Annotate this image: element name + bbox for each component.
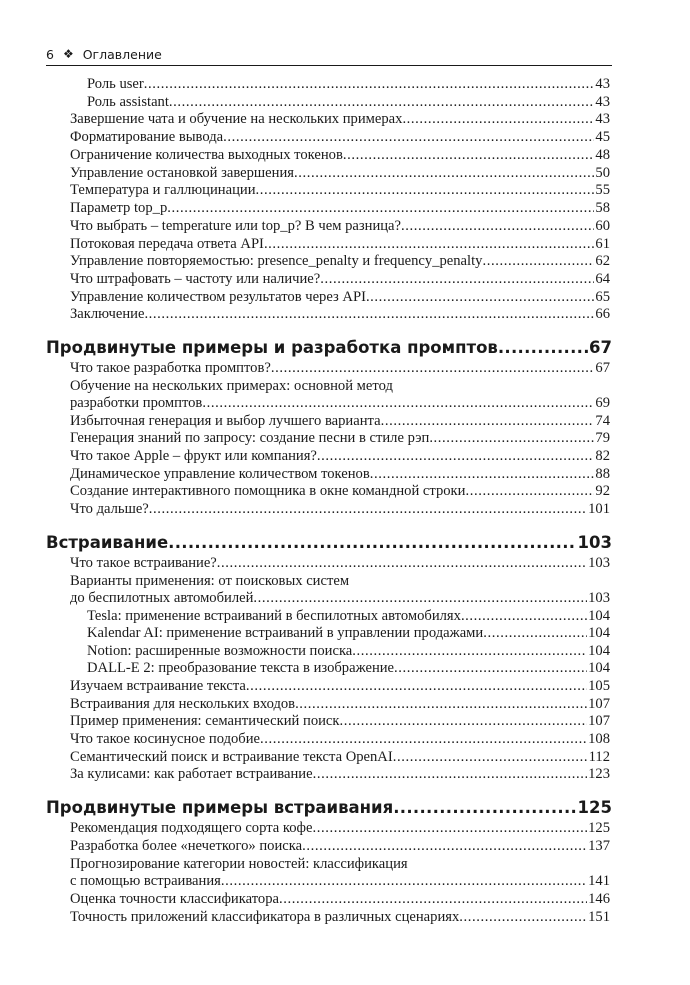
toc-section-entry[interactable] bbox=[70, 555, 610, 572]
toc-entry-title: Потоковая передача ответа API bbox=[70, 236, 264, 252]
toc-section-entry[interactable] bbox=[70, 448, 610, 465]
toc-entry-title: Управление количеством результатов через API bbox=[70, 289, 366, 305]
toc-chapter-entry[interactable] bbox=[46, 532, 612, 554]
dot-leader bbox=[394, 660, 587, 677]
toc-section-entry[interactable] bbox=[70, 218, 610, 235]
toc-section-entry[interactable] bbox=[70, 147, 610, 164]
toc-page-number: 69 bbox=[595, 395, 610, 411]
toc-entry-title: Notion: расширенные возможности поиска bbox=[87, 643, 353, 659]
toc-entry-title: Что такое разработка промптов? bbox=[70, 360, 271, 376]
toc-chapter-entry[interactable] bbox=[46, 337, 612, 359]
toc-entry-title: Встраивание bbox=[46, 533, 169, 552]
dot-leader bbox=[366, 289, 594, 306]
dot-leader bbox=[246, 678, 587, 695]
toc-page-number: 112 bbox=[588, 749, 610, 765]
toc-section-entry[interactable] bbox=[70, 838, 610, 855]
dot-leader bbox=[429, 430, 594, 447]
toc-section-entry[interactable] bbox=[70, 873, 610, 890]
toc-page-number: 43 bbox=[595, 111, 610, 127]
toc-section-entry[interactable] bbox=[87, 643, 610, 660]
toc-entry-title: Продвинутые примеры встраивания bbox=[46, 798, 394, 817]
dot-leader bbox=[168, 532, 576, 554]
toc-entry-title: Оценка точности классификатора bbox=[70, 891, 279, 907]
toc-entry-title: Встраивания для нескольких входов bbox=[70, 696, 296, 712]
toc-entry-title: DALL-E 2: преобразование текста в изображение bbox=[87, 660, 395, 676]
dot-leader bbox=[279, 891, 587, 908]
toc-entry-title: с помощью встраивания bbox=[70, 873, 221, 889]
toc-entry-title: Избыточная генерация и выбор лучшего варианта bbox=[70, 413, 381, 429]
dot-leader bbox=[465, 483, 594, 500]
toc-section-entry[interactable] bbox=[87, 608, 610, 625]
toc-entry-title-line: Варианты применения: от поисковых систем bbox=[70, 573, 350, 589]
toc-section-entry[interactable] bbox=[70, 891, 610, 908]
toc-entry-title: Управление повторяемостью: presence_penalty и frequency_penalty bbox=[70, 253, 483, 269]
toc-page-number: 104 bbox=[588, 625, 610, 641]
toc-entry-title: За кулисами: как работает встраивание bbox=[70, 766, 313, 782]
toc-entry-title: Генерация знаний по запросу: создание песни в стиле рэп bbox=[70, 430, 430, 446]
toc-page-number: 67 bbox=[589, 338, 612, 357]
dot-leader bbox=[221, 873, 587, 890]
toc-entry-title: Что выбрать – temperature или top_p? В чем разница? bbox=[70, 218, 402, 234]
toc-page-number: 74 bbox=[595, 413, 610, 429]
toc-section-entry[interactable] bbox=[87, 76, 610, 93]
toc-page-number: 146 bbox=[588, 891, 610, 907]
toc-entry-title: Что дальше? bbox=[70, 501, 149, 517]
toc-page-number: 151 bbox=[588, 909, 610, 925]
dot-leader bbox=[149, 501, 587, 518]
toc-page-number: 123 bbox=[588, 766, 610, 782]
toc-entry-title: Что такое встраивание? bbox=[70, 555, 217, 571]
running-title: Оглавление bbox=[82, 46, 162, 62]
toc-entry-title: Разработка более «нечеткого» поиска bbox=[70, 838, 303, 854]
toc-section-entry[interactable] bbox=[70, 306, 610, 323]
toc-entry-title: Изучаем встраивание текста bbox=[70, 678, 246, 694]
toc-chapter-entry[interactable] bbox=[46, 797, 612, 819]
toc-section-entry[interactable] bbox=[70, 360, 610, 377]
toc-page-number: 67 bbox=[595, 360, 610, 376]
dot-leader bbox=[317, 448, 595, 465]
dot-leader bbox=[264, 236, 594, 253]
toc-entry-title: Динамическое управление количеством токенов bbox=[70, 466, 370, 482]
toc-entry-title: Заключение bbox=[70, 306, 145, 322]
toc-page-number: 92 bbox=[595, 483, 610, 499]
toc-page-number: 101 bbox=[588, 501, 610, 517]
toc-page-number: 65 bbox=[595, 289, 610, 305]
toc-page-number: 61 bbox=[595, 236, 610, 252]
toc-section-entry[interactable] bbox=[70, 696, 610, 713]
dot-leader bbox=[393, 797, 576, 819]
dot-leader bbox=[461, 608, 587, 625]
toc-page-number: 66 bbox=[595, 306, 610, 322]
header-rule bbox=[46, 65, 612, 66]
dot-leader bbox=[302, 838, 587, 855]
toc-page-number: 55 bbox=[595, 182, 610, 198]
toc-page-number: 43 bbox=[595, 76, 610, 92]
toc-section-entry[interactable] bbox=[87, 94, 610, 111]
toc-page-number: 60 bbox=[595, 218, 610, 234]
toc-section-entry[interactable] bbox=[70, 200, 610, 217]
toc-page-number: 137 bbox=[588, 838, 610, 854]
toc-entry-title: Параметр top_p bbox=[70, 200, 168, 216]
toc-section-entry[interactable] bbox=[70, 111, 610, 128]
toc-entry-title-line: Прогнозирование категории новостей: классификация bbox=[70, 856, 408, 872]
toc-page-number: 108 bbox=[588, 731, 610, 747]
toc-entry-title: Роль assistant bbox=[87, 94, 169, 110]
toc-entry-title-line: Обучение на нескольких примерах: основной метод bbox=[70, 378, 393, 394]
toc-page-number: 141 bbox=[588, 873, 610, 889]
toc-section-entry[interactable] bbox=[70, 413, 610, 430]
toc-section-entry[interactable] bbox=[70, 395, 610, 412]
toc-section-entry[interactable] bbox=[70, 731, 610, 748]
toc-entry-title: Завершение чата и обучение на нескольких примерах bbox=[70, 111, 403, 127]
toc-section-entry[interactable] bbox=[70, 165, 610, 182]
toc-page-number: 43 bbox=[595, 94, 610, 110]
running-header bbox=[46, 44, 612, 64]
dot-leader bbox=[313, 766, 588, 783]
toc-entry-title: Что такое косинусное подобие bbox=[70, 731, 261, 747]
toc-page-number: 104 bbox=[588, 660, 610, 676]
toc-page-number: 103 bbox=[577, 533, 612, 552]
toc-section-entry[interactable] bbox=[70, 909, 610, 926]
toc-section-entry[interactable] bbox=[70, 430, 610, 447]
dot-leader bbox=[381, 413, 595, 430]
dot-leader bbox=[393, 749, 588, 766]
toc-entry-title: Tesla: применение встраиваний в беспилотных автомобилях bbox=[87, 608, 461, 624]
toc-section-entry[interactable] bbox=[70, 766, 610, 783]
page-number: 6 bbox=[46, 46, 54, 62]
toc-page-number: 64 bbox=[595, 271, 610, 287]
toc-section-entry[interactable] bbox=[70, 678, 610, 695]
dot-leader bbox=[144, 76, 595, 93]
toc-page-number: 104 bbox=[588, 643, 610, 659]
toc-section-entry[interactable] bbox=[70, 236, 610, 253]
toc-page-number: 48 bbox=[595, 147, 610, 163]
dot-leader bbox=[340, 713, 588, 730]
toc-page-number: 104 bbox=[588, 608, 610, 624]
toc-page-number: 50 bbox=[595, 165, 610, 181]
toc-entry-title: Температура и галлюцинации bbox=[70, 182, 256, 198]
toc-entry-title: разработки промптов bbox=[70, 395, 203, 411]
toc-page-number: 105 bbox=[588, 678, 610, 694]
toc-section-entry[interactable] bbox=[70, 483, 610, 500]
dot-leader bbox=[482, 253, 594, 270]
dot-leader bbox=[144, 306, 594, 323]
dot-leader bbox=[483, 625, 587, 642]
toc-section-entry[interactable] bbox=[70, 501, 610, 518]
toc-page-number: 62 bbox=[595, 253, 610, 269]
dot-leader bbox=[343, 147, 595, 164]
dot-leader bbox=[167, 200, 594, 217]
dot-leader bbox=[320, 271, 594, 288]
toc-page-number: 103 bbox=[588, 555, 610, 571]
toc-section-entry[interactable] bbox=[87, 660, 610, 677]
dot-leader bbox=[256, 182, 595, 199]
toc-page-number: 125 bbox=[588, 820, 610, 836]
toc-entry-title: Рекомендация подходящего сорта кофе bbox=[70, 820, 313, 836]
toc-page-number: 82 bbox=[595, 448, 610, 464]
toc-entry-title: Форматирование вывода bbox=[70, 129, 224, 145]
dot-leader bbox=[294, 165, 594, 182]
toc-page-number: 125 bbox=[577, 798, 612, 817]
dot-leader bbox=[223, 129, 594, 146]
dot-leader bbox=[312, 820, 587, 837]
ornament-icon: ❖ bbox=[62, 47, 74, 61]
toc-section-entry[interactable] bbox=[70, 271, 610, 288]
toc-page-number: 107 bbox=[588, 713, 610, 729]
toc-section-entry[interactable] bbox=[70, 289, 610, 306]
toc-entry-title: Продвинутые примеры и разработка промптов bbox=[46, 338, 498, 357]
toc-section-entry[interactable] bbox=[87, 625, 610, 642]
dot-leader bbox=[217, 555, 587, 572]
toc-page-number: 79 bbox=[595, 430, 610, 446]
dot-leader bbox=[260, 731, 587, 748]
dot-leader bbox=[498, 337, 588, 359]
dot-leader bbox=[352, 643, 587, 660]
dot-leader bbox=[271, 360, 595, 377]
toc-entry-title: Пример применения: семантический поиск bbox=[70, 713, 340, 729]
toc-entry-title: Что штрафовать – частоту или наличие? bbox=[70, 271, 321, 287]
toc-entry-title: Семантический поиск и встраивание текста OpenAI bbox=[70, 749, 393, 765]
toc-section-entry[interactable] bbox=[70, 713, 610, 730]
toc-entry-title: до беспилотных автомобилей bbox=[70, 590, 254, 606]
dot-leader bbox=[401, 218, 594, 235]
toc-entry-title: Точность приложений классификатора в различных сценариях bbox=[70, 909, 460, 925]
toc-entry-title: Роль user bbox=[87, 76, 144, 92]
dot-leader bbox=[202, 395, 594, 412]
toc-section-entry[interactable] bbox=[70, 129, 610, 146]
toc-entry-title: Kalendar AI: применение встраиваний в управлении продажами bbox=[87, 625, 484, 641]
dot-leader bbox=[402, 111, 594, 128]
dot-leader bbox=[459, 909, 587, 926]
toc-section-entry[interactable] bbox=[70, 182, 610, 199]
toc-section-entry[interactable] bbox=[70, 749, 610, 766]
toc-page-number: 88 bbox=[595, 466, 610, 482]
toc-page-number: 45 bbox=[595, 129, 610, 145]
toc-page-number: 103 bbox=[588, 590, 610, 606]
toc-entry-title: Создание интерактивного помощника в окне командной строки bbox=[70, 483, 466, 499]
toc-section-entry[interactable] bbox=[70, 590, 610, 607]
dot-leader bbox=[253, 590, 587, 607]
dot-leader bbox=[370, 466, 595, 483]
toc-entry-title: Что такое Apple – фрукт или компания? bbox=[70, 448, 317, 464]
toc-entry-title: Управление остановкой завершения bbox=[70, 165, 294, 181]
toc-section-entry[interactable] bbox=[70, 253, 610, 270]
toc-section-entry[interactable] bbox=[70, 820, 610, 837]
toc-page-number: 107 bbox=[588, 696, 610, 712]
toc-page-number: 58 bbox=[595, 200, 610, 216]
toc-entry-title: Ограничение количества выходных токенов bbox=[70, 147, 343, 163]
dot-leader bbox=[169, 94, 595, 111]
dot-leader bbox=[295, 696, 587, 713]
toc-section-entry[interactable] bbox=[70, 466, 610, 483]
